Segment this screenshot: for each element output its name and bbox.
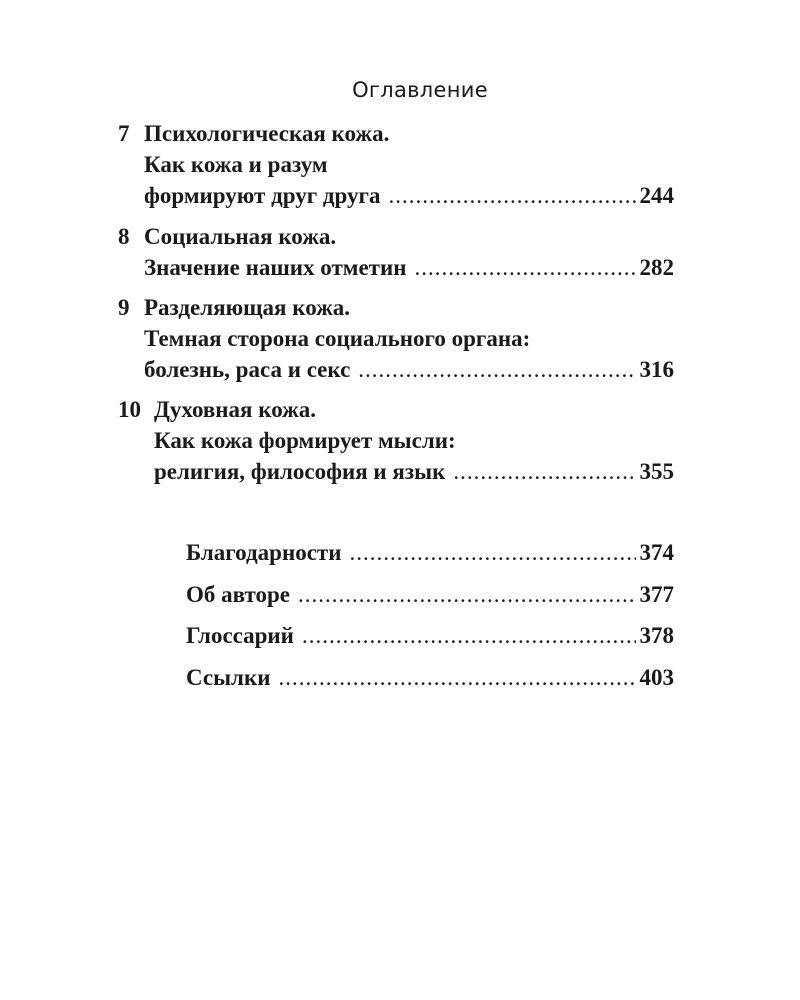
chapter-title-line: Темная сторона социального органа:	[144, 326, 531, 351]
chapter-title-line: Психологическая кожа.	[144, 121, 390, 146]
end-matter-leader	[186, 620, 674, 651]
dot-leader	[302, 620, 636, 651]
chapter-title-line: Духовная кожа.	[154, 397, 317, 422]
end-matter-leader	[186, 662, 674, 693]
dot-leader	[349, 537, 635, 568]
chapter-title-line: болезнь, раса и секс	[144, 357, 351, 382]
page-number: 282	[639, 255, 674, 280]
dot-leader	[388, 180, 635, 211]
page-number: 377	[639, 582, 674, 607]
dot-leader	[453, 456, 635, 487]
dot-leader	[414, 252, 635, 283]
dot-leader	[298, 579, 636, 610]
end-matter-leader	[186, 537, 674, 568]
page-number: 374	[639, 540, 674, 565]
end-matter-label: Ссылки	[186, 665, 271, 690]
page-number: 378	[639, 623, 674, 648]
page-number: 244	[639, 183, 674, 208]
chapter-title-line: формируют друг друга	[144, 183, 381, 208]
chapter-title-leader	[144, 180, 674, 211]
toc-entry-about-author[interactable]	[186, 579, 674, 610]
toc-entry-glossary[interactable]	[186, 620, 674, 651]
end-matter-label: Об авторе	[186, 582, 290, 607]
chapter-title-leader	[144, 354, 674, 385]
chapter-number: 8	[118, 224, 130, 249]
chapter-title-line: Как кожа и разум	[144, 152, 328, 177]
page-number: 355	[639, 459, 674, 484]
toc-entry-references[interactable]	[186, 662, 674, 693]
toc-title: Оглавление	[352, 78, 488, 102]
dot-leader	[278, 662, 635, 693]
toc-entry-acknowledgements[interactable]	[186, 537, 674, 568]
page-number: 403	[639, 665, 674, 690]
chapter-title-line: Значение наших отметин	[144, 255, 407, 280]
chapter-title-line: религия, философия и язык	[154, 459, 446, 484]
chapter-title-leader	[154, 456, 674, 487]
chapter-number: 7	[118, 121, 130, 146]
chapter-title-line: Разделяющая кожа.	[144, 295, 351, 320]
end-matter-leader	[186, 579, 674, 610]
chapter-number: 9	[118, 295, 130, 320]
chapter-title-line: Социальная кожа.	[144, 224, 337, 249]
dot-leader	[358, 354, 635, 385]
end-matter-label: Глоссарий	[186, 623, 294, 648]
chapter-title-line: Как кожа формирует мысли:	[154, 428, 456, 453]
end-matter-label: Благодарности	[186, 540, 342, 565]
chapter-number: 10	[118, 397, 141, 422]
chapter-title-leader	[144, 252, 674, 283]
page-number: 316	[639, 357, 674, 382]
